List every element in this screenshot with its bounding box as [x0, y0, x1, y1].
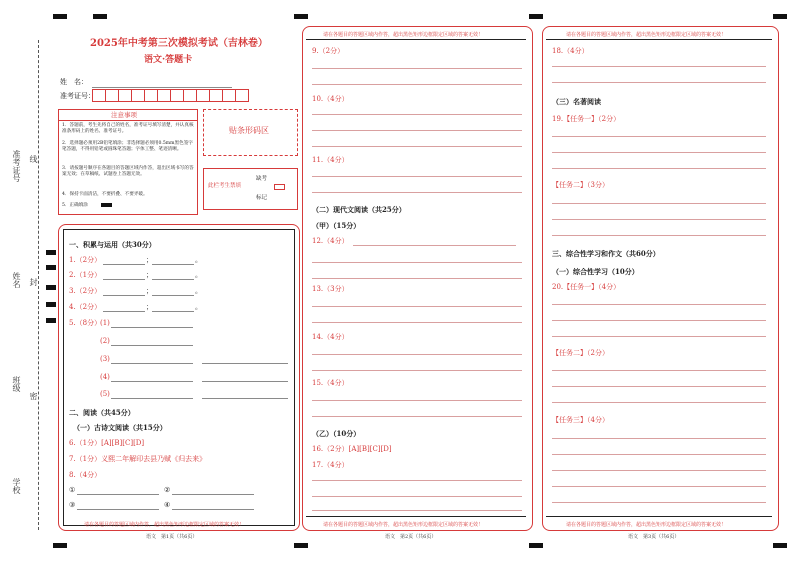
q19-label: 19.【任务一】（2分） [552, 115, 621, 123]
separator: 。 [195, 256, 202, 264]
section-heading: 三、综合性学习和作文（共60分） [552, 249, 660, 258]
q20b-label: 【任务二】（2分） [552, 349, 609, 357]
answer-line[interactable] [552, 82, 766, 83]
name-label: 姓 名： [60, 78, 88, 86]
page-subtitle: 语文·答题卡 [144, 55, 193, 65]
q8-label: 8.（4分） [69, 471, 102, 479]
answer-line[interactable] [312, 416, 522, 417]
barcode-label: 贴条形码区 [229, 126, 269, 135]
q19b-label: 【任务二】（3分） [552, 181, 609, 189]
separator: ； [146, 303, 153, 311]
answer-line[interactable] [353, 245, 516, 246]
side-label-secret: 密 [29, 392, 38, 400]
q13-label: 13.（3分） [312, 285, 349, 293]
fill-sample [101, 203, 112, 207]
q1-blank[interactable] [103, 264, 145, 265]
absent-label: 此栏考生禁填 [208, 183, 242, 189]
answer-line[interactable] [552, 470, 766, 471]
absent-checkbox[interactable] [274, 184, 285, 190]
q5-blank[interactable] [111, 327, 193, 328]
notice-item: 3．请按题号顺序在各题目的答题区域内作答，超出区域书写的答案无效；在草稿纸、试题卷上答题无效。 [62, 166, 194, 177]
q17-label: 17.（4分） [312, 461, 349, 469]
q5-blank[interactable] [111, 381, 193, 382]
registration-mark [53, 543, 67, 548]
answer-line[interactable] [312, 262, 522, 263]
side-label-school: 学校 [12, 478, 21, 494]
separator: 。 [195, 287, 202, 295]
separator: ； [146, 271, 153, 279]
answer-line[interactable] [312, 146, 522, 147]
q1-blank[interactable] [152, 264, 194, 265]
answer-line[interactable] [312, 114, 522, 115]
q8-blank[interactable] [172, 494, 254, 495]
bottom-warning: 请在各题目的答题区域内作答，超出黑色矩形边框限定区域的答案无效！ [566, 522, 727, 528]
q7-label: 7.（1分）义熙二年解印去县乃赋《归去来》 [69, 455, 207, 463]
side-label-id: 准考证号 [12, 150, 21, 182]
missing-label: 缺考 [256, 176, 268, 182]
q3-blank[interactable] [152, 295, 194, 296]
notice-title: 注意事项 [111, 111, 137, 119]
q2-blank[interactable] [103, 279, 145, 280]
q18-label: 18.（4分） [552, 47, 589, 55]
answer-line[interactable] [312, 370, 522, 371]
q11-label: 11.（4分） [312, 156, 349, 164]
answer-line[interactable] [552, 152, 766, 153]
side-label-name: 姓名 [12, 272, 21, 288]
section-heading: （三）名著阅读 [552, 97, 601, 106]
answer-line[interactable] [312, 130, 522, 131]
side-label-class: 班级 [12, 376, 21, 392]
q20c-label: 【任务三】（4分） [552, 416, 609, 424]
answer-line[interactable] [552, 370, 766, 371]
q5-blank[interactable] [202, 363, 288, 364]
separator: 。 [195, 271, 202, 279]
answer-line[interactable] [552, 168, 766, 169]
answer-line[interactable] [552, 454, 766, 455]
section-heading: 一、积累与运用（共30分） [69, 240, 156, 249]
answer-line[interactable] [312, 176, 522, 177]
answer-line[interactable] [312, 496, 522, 497]
answer-line[interactable] [552, 502, 766, 503]
registration-mark [46, 285, 56, 290]
q2-label: 2.（1分） [69, 271, 102, 279]
exam-id-boxes[interactable] [92, 89, 248, 102]
answer-line[interactable] [312, 354, 522, 355]
answer-line[interactable] [552, 136, 766, 137]
q5-blank[interactable] [202, 398, 288, 399]
side-label-seal: 封 [29, 278, 38, 286]
q8-marker: ② [164, 486, 171, 494]
answer-line[interactable] [312, 510, 522, 511]
answer-line[interactable] [552, 438, 766, 439]
section-heading: （二）现代文阅读（共25分） [312, 205, 406, 214]
subsection-heading: （甲）（15分） [312, 221, 361, 230]
side-label-line: 线 [29, 155, 38, 163]
q8-blank[interactable] [77, 494, 159, 495]
q5-blank[interactable] [111, 345, 193, 346]
answer-line[interactable] [312, 278, 522, 279]
mark-label: 标记 [256, 195, 268, 201]
top-warning: 请在各题目的答题区域内作答，超出黑色矩形边框限定区域的答案无效！ [566, 32, 727, 38]
q6-choices[interactable]: 6.（1分）[A][B][C][D] [69, 439, 145, 447]
page-footer: 语文 第3页（共6页） [628, 534, 680, 540]
notice-item: 4．保持卡面清洁，不要折叠、不要弄破。 [62, 192, 148, 197]
absent-box [203, 168, 298, 210]
q4-blank[interactable] [152, 311, 194, 312]
answer-line[interactable] [552, 304, 766, 305]
q8-marker: ③ [69, 501, 76, 509]
q8-blank[interactable] [77, 509, 159, 510]
q5-blank[interactable] [111, 363, 193, 364]
q5-part: (4) [100, 373, 110, 381]
registration-mark [46, 318, 56, 323]
notice-box [58, 109, 198, 215]
q8-blank[interactable] [172, 509, 254, 510]
answer-line[interactable] [312, 84, 522, 85]
notice-item: 2．选择题必须用2B铅笔填涂；非选择题必须用0.5mm黑色签字笔答题，不得用铅笔或圆珠笔答题；字体工整、笔迹清晰。 [62, 141, 193, 152]
q5-blank[interactable] [111, 398, 193, 399]
answer-line[interactable] [552, 235, 766, 236]
registration-mark [46, 265, 56, 270]
barcode-area [203, 109, 298, 156]
q4-label: 4.（2分） [69, 303, 102, 311]
registration-mark [294, 14, 308, 19]
q15-label: 15.（4分） [312, 379, 349, 387]
separator: ； [146, 287, 153, 295]
answer-line[interactable] [552, 219, 766, 220]
notice-item: 1．答题前，考生先将自己的姓名，准考证号填写清楚，并认真核准条形码上的姓名、准考证号。 [62, 123, 194, 134]
q10-label: 10.（4分） [312, 95, 349, 103]
answer-line[interactable] [552, 386, 766, 387]
registration-mark [529, 543, 543, 548]
q16-choices[interactable]: 16.（2分）[A][B][C][D] [312, 445, 392, 453]
answer-line[interactable] [312, 306, 522, 307]
exam-id-label: 准考证号： [60, 92, 95, 100]
answer-line[interactable] [312, 322, 522, 323]
bottom-warning: 请在各题目的答题区域内作答，超出黑色矩形边框限定区域的答案无效！ [323, 522, 484, 528]
q3-blank[interactable] [103, 295, 145, 296]
q8-marker: ④ [164, 501, 171, 509]
subsection-heading: （乙）（10分） [312, 429, 361, 438]
page-footer: 语文 第1页（共6页） [146, 534, 198, 540]
q5-part: (5) [100, 390, 110, 398]
answer-line[interactable] [552, 486, 766, 487]
answer-line[interactable] [552, 66, 766, 67]
answer-line[interactable] [312, 480, 522, 481]
answer-line[interactable] [552, 336, 766, 337]
registration-mark [93, 14, 107, 19]
registration-mark [773, 14, 787, 19]
answer-line[interactable] [312, 68, 522, 69]
bottom-warning: 请在各题目的答题区域内作答，超出黑色矩形边框限定区域的答案无效！ [84, 522, 245, 528]
separator: 。 [195, 303, 202, 311]
section-heading: 二、阅读（共45分） [69, 408, 135, 417]
q9-label: 9.（2分） [312, 47, 345, 55]
q5-part: (2) [100, 337, 110, 345]
q4-blank[interactable] [103, 311, 145, 312]
q14-label: 14.（4分） [312, 333, 349, 341]
q5-label: 5.（8分） [69, 319, 102, 327]
subsection-heading: （一）综合性学习（10分） [552, 267, 639, 276]
answer-line[interactable] [552, 320, 766, 321]
q3-label: 3.（2分） [69, 287, 102, 295]
q8-marker: ① [69, 486, 76, 494]
registration-mark [53, 14, 67, 19]
subsection-heading: （一）古诗文阅读（共15分） [73, 423, 167, 432]
q1-label: 1.（2分） [69, 256, 102, 264]
registration-mark [46, 302, 56, 307]
q5-part: (1) [100, 319, 110, 327]
q5-blank[interactable] [202, 381, 288, 382]
answer-line[interactable] [312, 400, 522, 401]
page-footer: 语文 第2页（共6页） [385, 534, 437, 540]
top-warning: 请在各题目的答题区域内作答，超出黑色矩形边框限定区域的答案无效！ [323, 32, 484, 38]
registration-mark [294, 543, 308, 548]
q20-label: 20.【任务一】（4分） [552, 283, 621, 291]
q12-label: 12.（4分） [312, 237, 349, 245]
answer-line[interactable] [312, 192, 522, 193]
separator: ； [146, 256, 153, 264]
q5-part: (3) [100, 355, 110, 363]
registration-mark [529, 14, 543, 19]
registration-mark [46, 250, 56, 255]
q2-blank[interactable] [152, 279, 194, 280]
answer-line[interactable] [552, 203, 766, 204]
name-field[interactable] [92, 87, 232, 88]
answer-frame-3 [546, 39, 772, 517]
registration-mark [773, 543, 787, 548]
page-title: 2025年中考第三次模拟考试（吉林卷） [90, 38, 268, 49]
notice-item: 5．正确填涂 [62, 203, 88, 208]
answer-line[interactable] [552, 402, 766, 403]
